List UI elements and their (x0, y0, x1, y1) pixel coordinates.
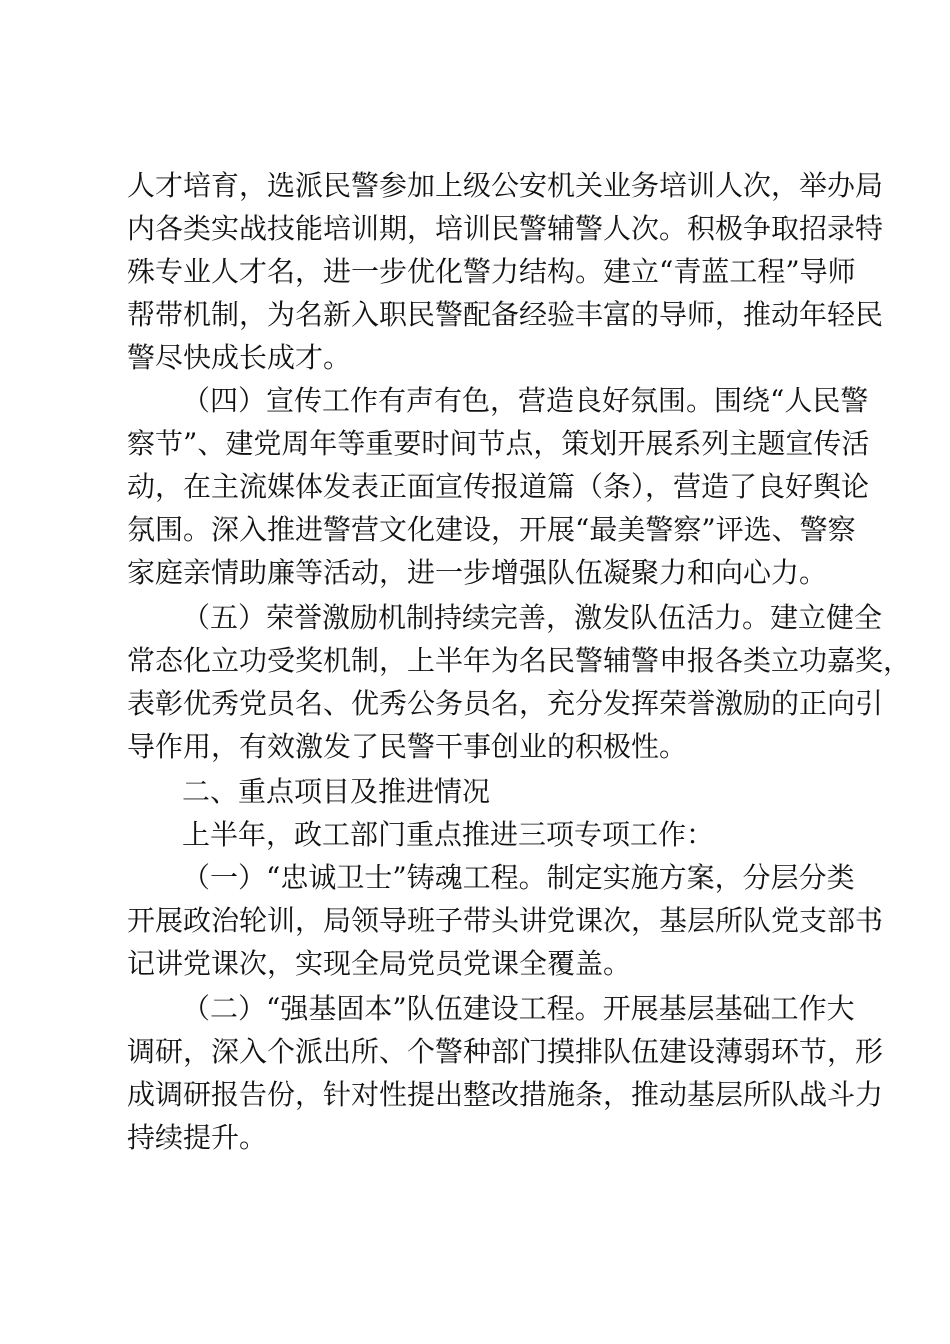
paragraph-line: 上半年，政工部门重点推进三项专项工作： (182, 818, 715, 851)
paragraph-line: 调研，深入个派出所、个警种部门摸排队伍建设薄弱环节，形 (127, 1035, 884, 1068)
paragraph-line: 家庭亲情助廉等活动，进一步增强队伍凝聚力和向心力。 (127, 556, 828, 589)
paragraph-line: 内各类实战技能培训期，培训民警辅警人次。积极争取招录特 (127, 212, 884, 245)
paragraph-line: （四）宣传工作有声有色，营造良好氛围。围绕“人民警 (182, 384, 869, 417)
paragraph-line: 导作用，有效激发了民警干事创业的积极性。 (127, 730, 688, 763)
paragraph-line: （一）“忠诚卫士”铸魂工程。制定实施方案，分层分类 (182, 861, 855, 894)
paragraph-line: 动，在主流媒体发表正面宣传报道篇（条），营造了良好舆论 (127, 470, 870, 503)
paragraph-line: 警尽快成长成才。 (127, 341, 352, 374)
paragraph-line: 成调研报告份，针对性提出整改措施条，推动基层所队战斗力 (127, 1078, 884, 1111)
paragraph-line: （二）“强基固本”队伍建设工程。开展基层基础工作大 (182, 992, 855, 1025)
paragraph-line: 人才培育，选派民警参加上级公安机关业务培训人次，举办局 (127, 169, 884, 202)
paragraph-line: 常态化立功受奖机制，上半年为名民警辅警申报各类立功嘉奖， (127, 644, 912, 677)
paragraph-line: 殊专业人才名，进一步优化警力结构。建立“青蓝工程”导师 (127, 255, 856, 288)
paragraph-line: 察节”、建党周年等重要时间节点，策划开展系列主题宣传活 (127, 427, 870, 460)
paragraph-line: 持续提升。 (127, 1121, 268, 1154)
paragraph-line: 表彰优秀党员名、优秀公务员名，充分发挥荣誉激励的正向引 (127, 687, 884, 720)
paragraph-line: （五）荣誉激励机制持续完善，激发队伍活力。建立健全 (182, 601, 883, 634)
section-heading: 二、重点项目及推进情况 (182, 775, 491, 808)
paragraph-line: 帮带机制，为名新入职民警配备经验丰富的导师，推动年轻民 (127, 298, 884, 331)
paragraph-line: 开展政治轮训，局领导班子带头讲党课次，基层所队党支部书 (127, 904, 884, 937)
paragraph-line: 氛围。深入推进警营文化建设，开展“最美警察”评选、警察 (127, 513, 856, 546)
paragraph-line: 记讲党课次，实现全局党员党课全覆盖。 (127, 947, 632, 980)
